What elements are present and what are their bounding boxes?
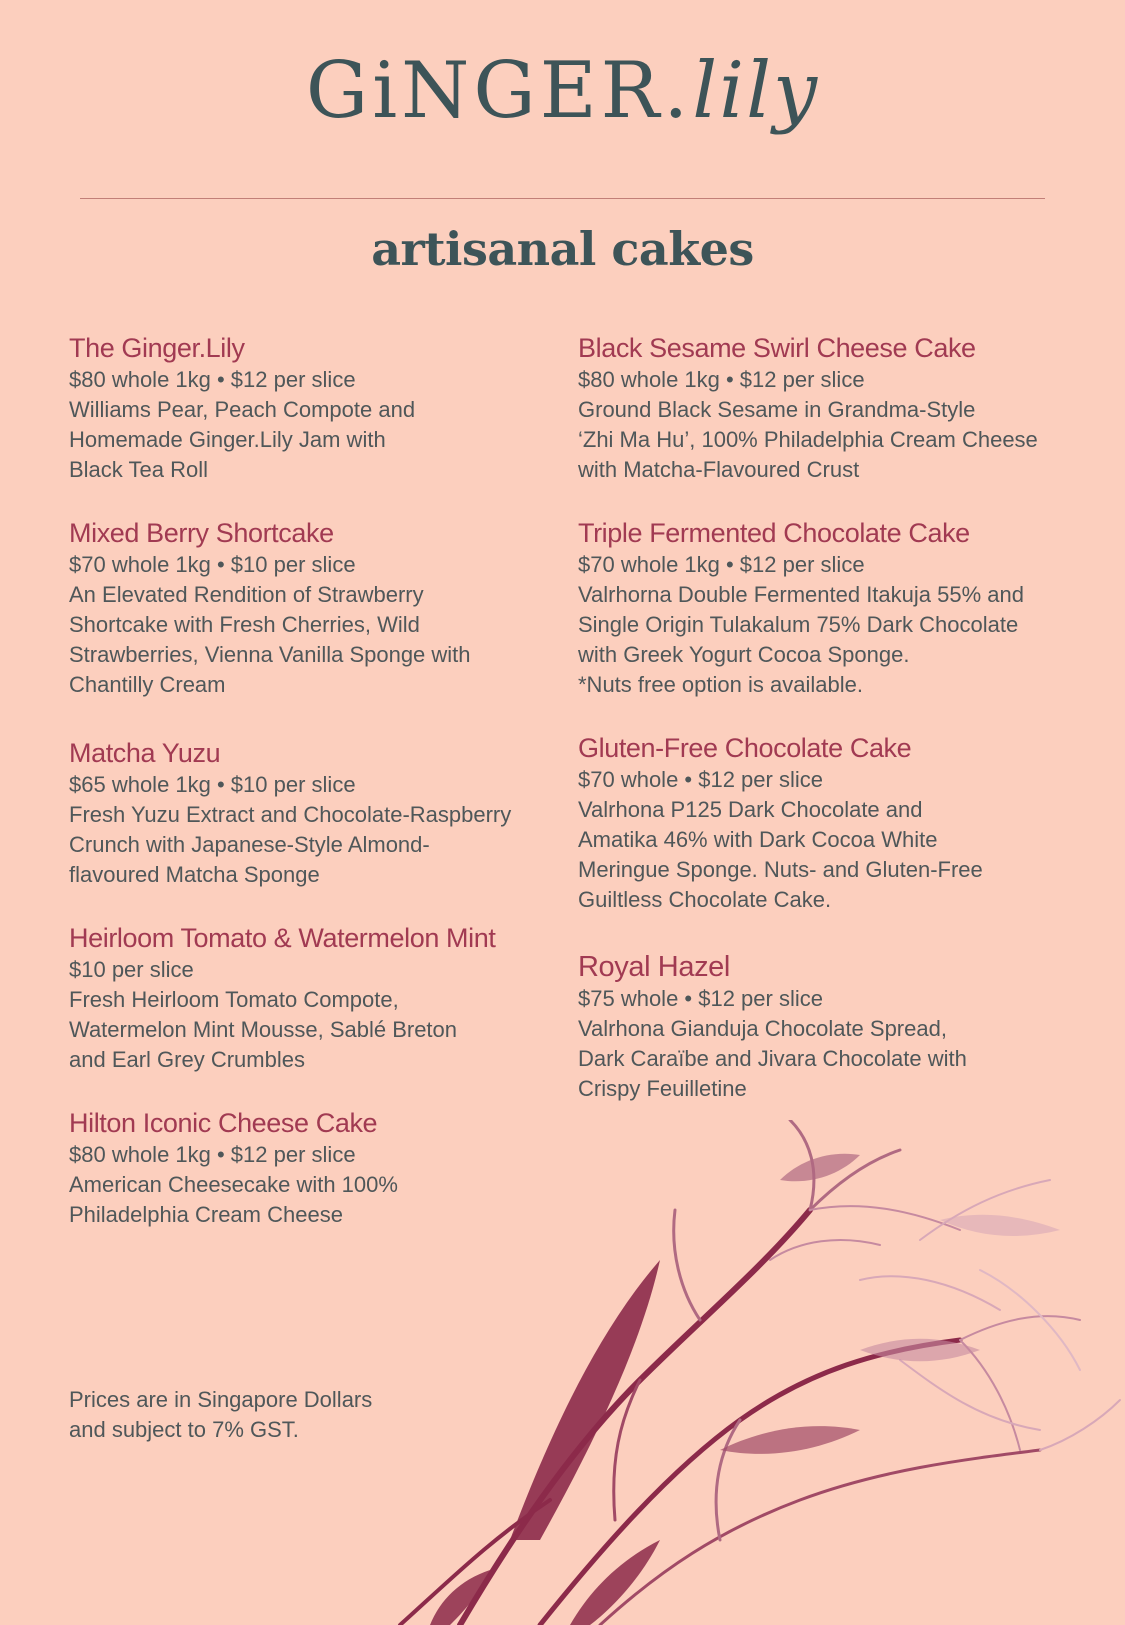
item-description-line: Shortcake with Fresh Cherries, Wild bbox=[69, 612, 420, 637]
item-description bbox=[69, 580, 549, 700]
item-description-line: Single Origin Tulakalum 75% Dark Chocolate bbox=[578, 612, 1019, 637]
item-description-line: Black Tea Roll bbox=[69, 457, 208, 482]
item-description bbox=[69, 985, 549, 1075]
lily-illustration bbox=[340, 1120, 1125, 1625]
menu-heading: artisanal cakes bbox=[371, 222, 754, 276]
item-description-line: Valrhorna Double Fermented Itakuja 55% and bbox=[578, 582, 1024, 607]
item-name: The Ginger.Lily bbox=[69, 333, 245, 363]
item-price: $80 whole 1kg • $12 per slice bbox=[69, 367, 356, 392]
item-description-line: *Nuts free option is available. bbox=[578, 672, 863, 697]
menu-item-black-sesame bbox=[578, 331, 1058, 485]
brand-name-main: GiNGER. bbox=[305, 46, 693, 136]
item-description bbox=[578, 795, 1058, 915]
item-description-line: American Cheesecake with 100% bbox=[69, 1172, 398, 1197]
item-description bbox=[69, 395, 549, 485]
price-footnote bbox=[69, 1385, 372, 1445]
item-price: $80 whole 1kg • $12 per slice bbox=[578, 367, 865, 392]
item-description-line: flavoured Matcha Sponge bbox=[69, 862, 320, 887]
item-name: Matcha Yuzu bbox=[69, 738, 221, 768]
item-description bbox=[578, 395, 1058, 485]
item-description-line: An Elevated Rendition of Strawberry bbox=[69, 582, 424, 607]
item-description-line: Ground Black Sesame in Grandma-Style bbox=[578, 397, 976, 422]
brand-logo bbox=[0, 46, 1125, 136]
brand-name-tail: lily bbox=[692, 46, 820, 136]
item-description-line: Amatika 46% with Dark Cocoa White bbox=[578, 827, 938, 852]
item-name: Heirloom Tomato & Watermelon Mint bbox=[69, 923, 496, 953]
item-description-line: Fresh Heirloom Tomato Compote, bbox=[69, 987, 399, 1012]
menu-item-heirloom-tomato bbox=[69, 921, 549, 1075]
item-description bbox=[578, 580, 1058, 700]
menu-item-matcha-yuzu bbox=[69, 736, 549, 890]
item-description-line: Valrhona P125 Dark Chocolate and bbox=[578, 797, 923, 822]
item-name: Mixed Berry Shortcake bbox=[69, 518, 334, 548]
item-price: $75 whole • $12 per slice bbox=[578, 986, 823, 1011]
item-description-line: ‘Zhi Ma Hu’, 100% Philadelphia Cream Cheese bbox=[578, 427, 1038, 452]
item-price: $10 per slice bbox=[69, 957, 194, 982]
item-price: $65 whole 1kg • $10 per slice bbox=[69, 772, 356, 797]
item-description-line: with Matcha-Flavoured Crust bbox=[578, 457, 860, 482]
item-name: Triple Fermented Chocolate Cake bbox=[578, 518, 970, 548]
item-description-line: with Greek Yogurt Cocoa Sponge. bbox=[578, 642, 910, 667]
menu-item-royal-hazel bbox=[578, 950, 1058, 1104]
footnote-line: and subject to 7% GST. bbox=[69, 1417, 299, 1442]
item-description-line: Williams Pear, Peach Compote and bbox=[69, 397, 416, 422]
item-name: Gluten-Free Chocolate Cake bbox=[578, 733, 912, 763]
item-description-line: Strawberries, Vienna Vanilla Sponge with bbox=[69, 642, 471, 667]
header-divider bbox=[80, 198, 1045, 199]
item-description-line: Homemade Ginger.Lily Jam with bbox=[69, 427, 386, 452]
item-description-line: Valrhona Gianduja Chocolate Spread, bbox=[578, 1016, 947, 1041]
item-name: Hilton Iconic Cheese Cake bbox=[69, 1108, 378, 1138]
menu-item-gluten-free bbox=[578, 731, 1058, 915]
item-name: Royal Hazel bbox=[578, 951, 730, 983]
menu-item-ginger-lily bbox=[69, 331, 549, 485]
item-name: Black Sesame Swirl Cheese Cake bbox=[578, 333, 976, 363]
item-description-line: Meringue Sponge. Nuts- and Gluten-Free bbox=[578, 857, 983, 882]
menu-item-mixed-berry-shortcake bbox=[69, 516, 549, 700]
item-price: $70 whole • $12 per slice bbox=[578, 767, 823, 792]
item-price: $70 whole 1kg • $12 per slice bbox=[578, 552, 865, 577]
item-description bbox=[69, 800, 549, 890]
item-description-line: Fresh Yuzu Extract and Chocolate-Raspberry bbox=[69, 802, 512, 827]
item-price: $70 whole 1kg • $10 per slice bbox=[69, 552, 356, 577]
menu-item-triple-fermented bbox=[578, 516, 1058, 700]
item-description-line: Crispy Feuilletine bbox=[578, 1076, 747, 1101]
footnote-line: Prices are in Singapore Dollars bbox=[69, 1387, 373, 1412]
item-description-line: Guiltless Chocolate Cake. bbox=[578, 887, 832, 912]
item-description-line: Philadelphia Cream Cheese bbox=[69, 1202, 343, 1227]
item-description-line: Dark Caraïbe and Jivara Chocolate with bbox=[578, 1046, 967, 1071]
item-price: $80 whole 1kg • $12 per slice bbox=[69, 1142, 356, 1167]
item-description-line: Watermelon Mint Mousse, Sablé Breton bbox=[69, 1017, 458, 1042]
item-description-line: and Earl Grey Crumbles bbox=[69, 1047, 305, 1072]
item-description bbox=[578, 1014, 1058, 1104]
item-description-line: Crunch with Japanese-Style Almond- bbox=[69, 832, 430, 857]
item-description-line: Chantilly Cream bbox=[69, 672, 226, 697]
